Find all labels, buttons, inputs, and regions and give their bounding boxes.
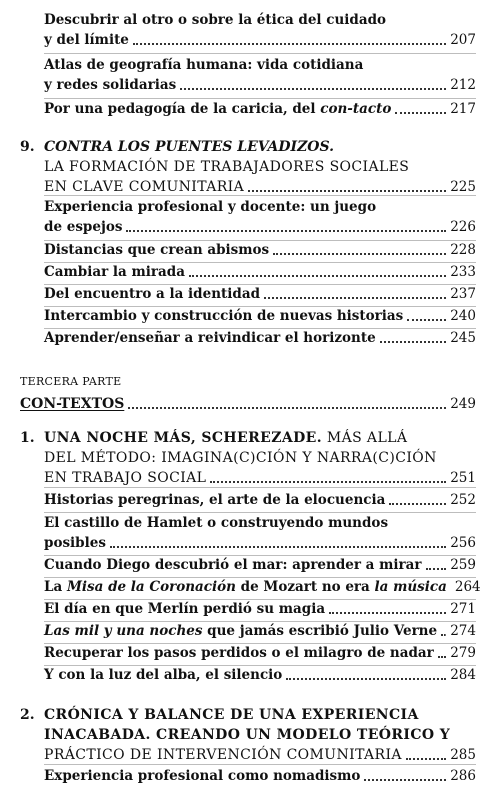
dot-leader — [133, 43, 446, 45]
toc-entry-title: Cuando Diego descubrió el mar: aprender a mirar — [44, 557, 422, 573]
chapter-title: DEL MÉTODO: IMAGINA(C)CIÓN Y NARRA(C)CIÓN — [44, 450, 437, 466]
page-number: 226 — [450, 219, 476, 235]
page-number: 237 — [450, 286, 476, 302]
part-title-text: CON-TEXTOS — [20, 396, 125, 412]
toc-entry-title: Y con la luz del alba, el silencio — [44, 667, 283, 683]
page-number: 271 — [450, 601, 476, 617]
toc-entry-title: Experiencia profesional como nomadismo — [44, 768, 361, 784]
toc-entry-title: de espejos — [44, 219, 123, 235]
page-number: 252 — [450, 492, 476, 508]
dot-leader — [364, 779, 446, 781]
dot-leader — [329, 612, 446, 614]
toc-entry-title: Historias peregrinas, el arte de la elocuencia — [44, 492, 386, 508]
divider — [44, 487, 476, 488]
toc-entry — [44, 99, 476, 119]
page-number: 285 — [450, 747, 476, 763]
divider — [44, 764, 476, 765]
chapter-title: LA FORMACIÓN DE TRABAJADORES SOCIALES — [44, 159, 410, 175]
toc-entry-title: Descubrir al otro o sobre la ética del cuidado — [44, 12, 387, 28]
toc-entry — [44, 328, 476, 348]
toc-entry-title: El día en que Merlín perdió su magia — [44, 601, 326, 617]
page-number: 225 — [450, 179, 476, 195]
page-number: 212 — [450, 77, 476, 93]
part-label: TERCERA PARTE — [20, 375, 122, 388]
dot-leader — [110, 546, 446, 548]
toc-entry — [44, 55, 476, 95]
toc-entry-title: Experiencia profesional y docente: un juego — [44, 199, 377, 215]
toc-entry — [44, 284, 476, 304]
dot-leader — [389, 503, 446, 505]
toc-entry — [44, 10, 476, 50]
toc-entry — [44, 513, 476, 553]
toc-entry — [44, 665, 476, 685]
divider — [44, 195, 476, 196]
toc-entry-title: Cambiar la mirada — [44, 264, 185, 280]
toc-entry — [44, 766, 476, 786]
toc-entry-title: y del límite — [44, 32, 129, 48]
toc-entry — [44, 599, 476, 619]
dot-leader — [180, 88, 446, 90]
dot-leader — [264, 297, 446, 299]
chapter-title-italic: CONTRA LOS PUENTES LEVADIZOS. — [44, 139, 334, 155]
chapter-title: CRÓNICA Y BALANCE DE UNA EXPERIENCIA — [44, 707, 419, 723]
toc-entry — [44, 643, 476, 663]
chapter-number: 9. — [20, 139, 35, 155]
page-number: 259 — [450, 557, 476, 573]
dot-leader — [380, 341, 447, 343]
part-title — [20, 394, 476, 414]
dot-leader — [407, 319, 446, 321]
chapter-title: EN TRABAJO SOCIAL — [44, 470, 207, 486]
toc-entry — [44, 621, 476, 641]
page-number: 217 — [450, 101, 476, 117]
page-number: 274 — [450, 623, 476, 639]
dot-leader — [248, 190, 446, 192]
toc-entry-title: Recuperar los pasos perdidos o el milagro de nadar — [44, 645, 434, 661]
page-number: 245 — [450, 330, 476, 346]
toc-entry — [44, 577, 481, 597]
dot-leader — [126, 230, 446, 232]
dot-leader — [273, 253, 446, 255]
page-number: 249 — [450, 396, 476, 412]
toc-entry-title: El castillo de Hamlet o construyendo mundos — [44, 515, 389, 531]
page-number: 207 — [450, 32, 476, 48]
chapter-heading — [44, 428, 476, 488]
chapter-title: EN CLAVE COMUNITARIA — [44, 179, 245, 195]
chapter-title: UNA NOCHE MÁS, SCHEREZADE. MÁS ALLÁ — [44, 430, 408, 446]
chapter-title: INACABADA. CREANDO UN MODELO TEÓRICO Y — [44, 727, 451, 743]
page-number: 256 — [450, 535, 476, 551]
dot-leader — [395, 112, 446, 114]
toc-entry-title: Por una pedagogía de la caricia, del con-tacto — [44, 101, 392, 117]
dot-leader — [210, 481, 446, 483]
page-number: 264 — [454, 579, 481, 595]
toc-entry-title: Distancias que crean abismos — [44, 242, 270, 258]
dot-leader — [286, 678, 446, 680]
toc-entry-title: Las mil y una noches que jamás escribió Julio Verne — [44, 623, 438, 639]
toc-entry — [44, 490, 476, 510]
page-number: 279 — [450, 645, 476, 661]
dot-leader — [441, 634, 446, 636]
toc-entry — [44, 197, 476, 237]
page-number: 240 — [450, 308, 476, 324]
page-number: 228 — [450, 242, 476, 258]
dot-leader — [189, 275, 446, 277]
chapter-heading — [44, 705, 476, 765]
dot-leader — [438, 656, 446, 658]
toc-entry — [44, 306, 476, 326]
page-number: 284 — [450, 667, 476, 683]
dot-leader — [128, 407, 446, 409]
toc-entry-title: y redes solidarias — [44, 77, 177, 93]
toc-entry — [44, 555, 476, 575]
toc-entry — [44, 240, 476, 260]
toc-entry-title: Atlas de geografía humana: vida cotidiana — [44, 57, 364, 73]
page-number: 233 — [450, 264, 476, 280]
chapter-number: 1. — [20, 430, 35, 446]
chapter-number: 2. — [20, 707, 35, 723]
dot-leader — [406, 758, 446, 760]
chapter-title: PRÁCTICO DE INTERVENCIÓN COMUNITARIA — [44, 747, 402, 763]
toc-entry-title: posibles — [44, 535, 106, 551]
divider — [44, 53, 476, 54]
toc-entry-title: Intercambio y construcción de nuevas historias — [44, 308, 404, 324]
dot-leader — [426, 568, 447, 570]
toc-entry — [44, 262, 476, 282]
page-number: 251 — [450, 470, 476, 486]
toc-entry-title: La Misa de la Coronación de Mozart no era la música — [44, 579, 447, 595]
chapter-heading — [44, 137, 476, 197]
toc-entry-title: Aprender/enseñar a reivindicar el horizonte — [44, 330, 376, 346]
page-number: 286 — [450, 768, 476, 784]
toc-entry-title: Del encuentro a la identidad — [44, 286, 261, 302]
